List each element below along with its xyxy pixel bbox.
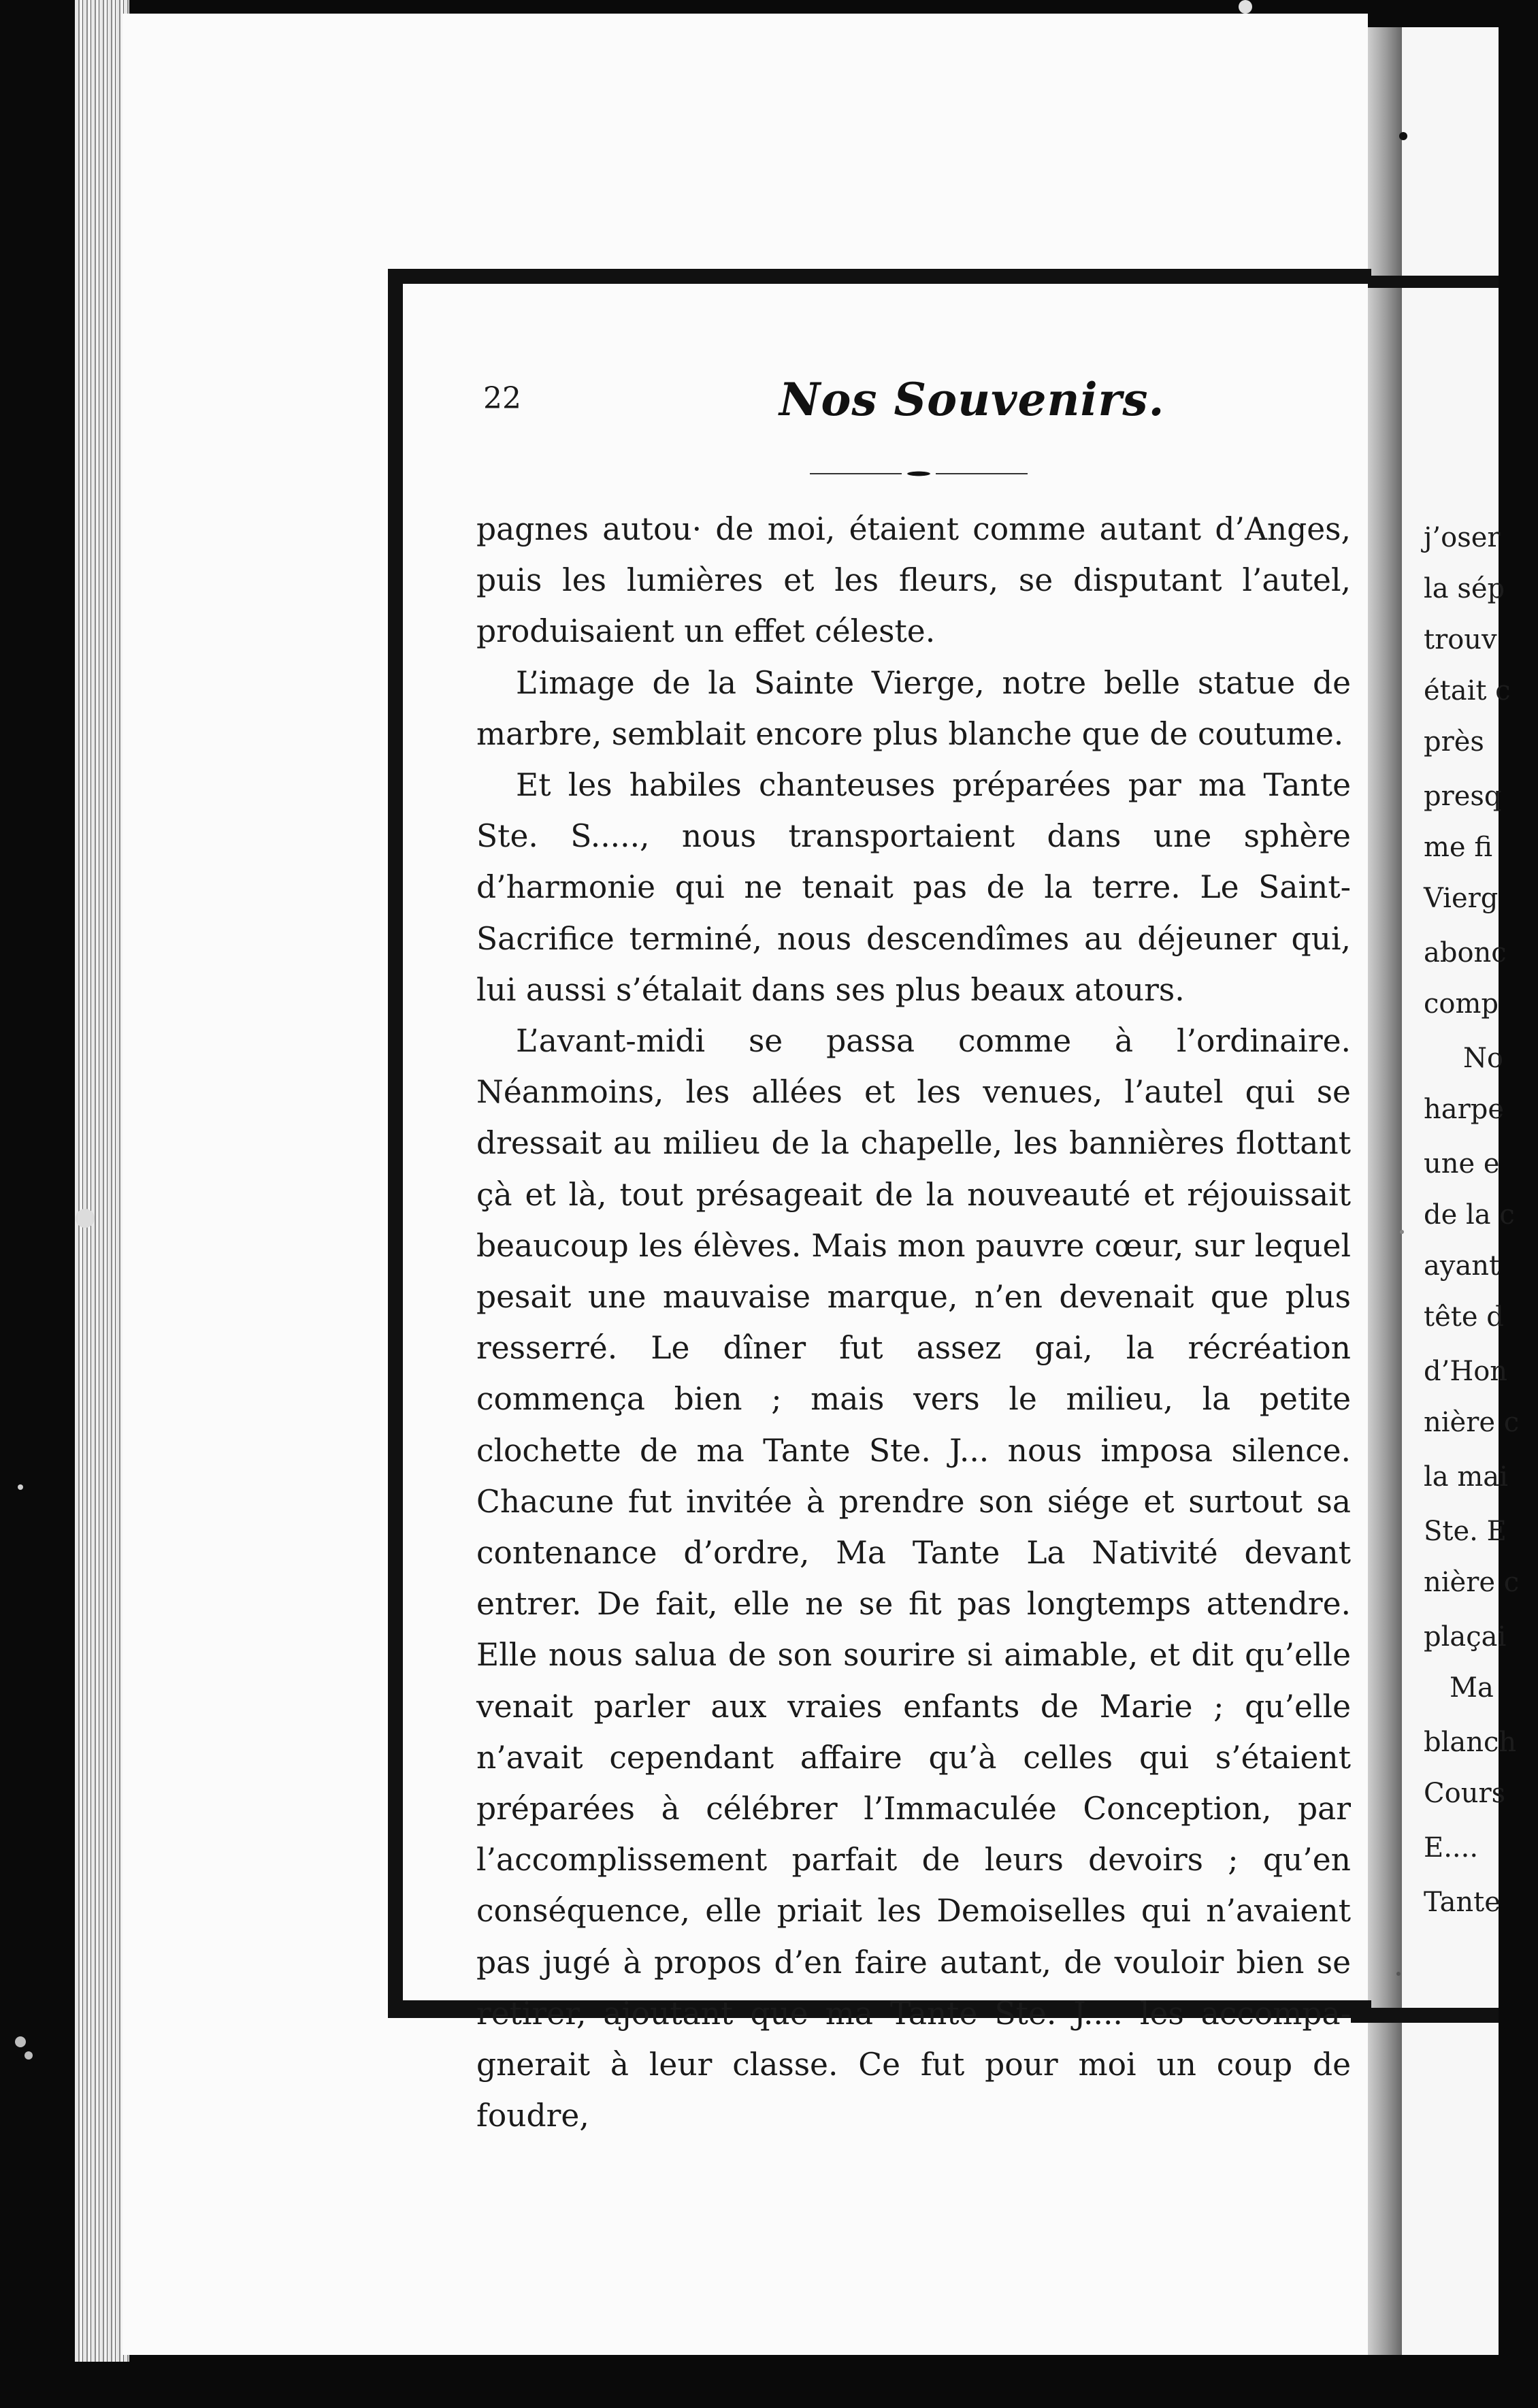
- facing-line: Ste. E: [1424, 1516, 1507, 1547]
- facing-page-border-bottom: [1351, 2008, 1499, 2023]
- paragraph: pagnes autou· de moi, étaient comme autant d’Anges, puis les lumières et les fleurs, se disputant l’autel, produisaient un effet céleste.: [476, 511, 1351, 650]
- ornament-icon: [902, 470, 936, 477]
- facing-line: blanch: [1424, 1727, 1517, 1758]
- facing-line: abonc: [1424, 937, 1507, 969]
- ornamental-rule: [810, 470, 1028, 478]
- facing-line: presq: [1424, 781, 1502, 812]
- paragraph: L’image de la Sainte Vierge, notre belle statue de marbre, semblait encore plus blanche que de coutume.: [476, 664, 1351, 752]
- facing-line: plaçai: [1424, 1621, 1507, 1653]
- facing-line: tête d: [1424, 1301, 1504, 1333]
- page-number: 22: [483, 381, 521, 416]
- facing-line: ayant: [1424, 1250, 1501, 1282]
- facing-line: de la c: [1424, 1199, 1515, 1231]
- facing-line: d’Hon: [1424, 1356, 1508, 1387]
- facing-line: une e: [1424, 1148, 1500, 1179]
- paragraph: L’avant-midi se passa comme à l’ordinaire. Néanmoins, les allées et les venues, l’autel qui se dressait au milieu de la chapelle, les bannières flottant çà et là, tout présageait de la nouveauté et réjouissait beaucoup les élèves. Mais mon pauvre cœur, sur lequel pesait une mauvaise marque, n’en devenait que plus resserré. Le dîner fut assez gai, la récréation commença bien ; mais vers le milieu, la petite clochette de ma Tante Ste. J... nous imposa silence. Chacune fut invitée à prendre son siége et surtout sa contenance d’ordre, Ma Tante La Nativité devant entrer. De fait, elle ne se fit pas longtemps attendre. Elle nous salua de son sourire si aimable, et dit qu’elle venait parler aux vraies enfants de Marie ; qu’elle n’avait cependant affaire qu’à celles qui s’étaient préparées à célébrer l’Immaculée Conception, par l’accomplissement parfait de leurs devoirs ; qu’en conséquence, elle priait les Demoiselles qui n’avaient pas jugé à propos d’en faire autant, de vouloir bien se retirer, ajoutant que ma Tante Ste. J.... les accompagnerait à leur classe. Ce fut pour moi un coup de foudre,: [476, 1023, 1351, 2134]
- facing-line: Cours: [1424, 1778, 1506, 1809]
- facing-line: Tante: [1424, 1887, 1501, 1918]
- paragraph: Et les habiles chanteuses préparées par ma Tante Ste. S....., nous transportaient dans une sphère d’harmonie qui ne tenait pas de la terre. Le Saint-Sacrifice terminé, nous descendîmes au déjeuner qui, lui aussi s’étalait dans ses plus beaux atours.: [476, 767, 1351, 1008]
- running-title: Nos Souvenirs.: [779, 373, 1165, 426]
- facing-line: était c: [1424, 675, 1511, 706]
- facing-line: harpe: [1424, 1094, 1505, 1125]
- running-head: [476, 373, 1354, 442]
- facing-line: nière c: [1424, 1407, 1520, 1438]
- facing-line: j’oser: [1424, 522, 1501, 553]
- facing-line: Ma: [1450, 1672, 1494, 1704]
- facing-line: nière c: [1424, 1567, 1520, 1598]
- facing-line: la sép: [1424, 573, 1505, 604]
- body-text: [476, 504, 1351, 2142]
- book-page-edges: [75, 0, 129, 2362]
- facing-line: trouv: [1424, 624, 1497, 655]
- facing-page: [1402, 27, 1520, 2355]
- facing-line: Vierg: [1424, 883, 1499, 914]
- facing-line: me fi: [1424, 832, 1492, 863]
- facing-line: la mai: [1424, 1461, 1508, 1493]
- facing-line: près: [1424, 726, 1484, 758]
- facing-line: E....: [1424, 1832, 1479, 1864]
- facing-page-border-top: [1368, 276, 1499, 288]
- facing-line: No: [1463, 1043, 1504, 1074]
- facing-line: comp: [1424, 988, 1499, 1020]
